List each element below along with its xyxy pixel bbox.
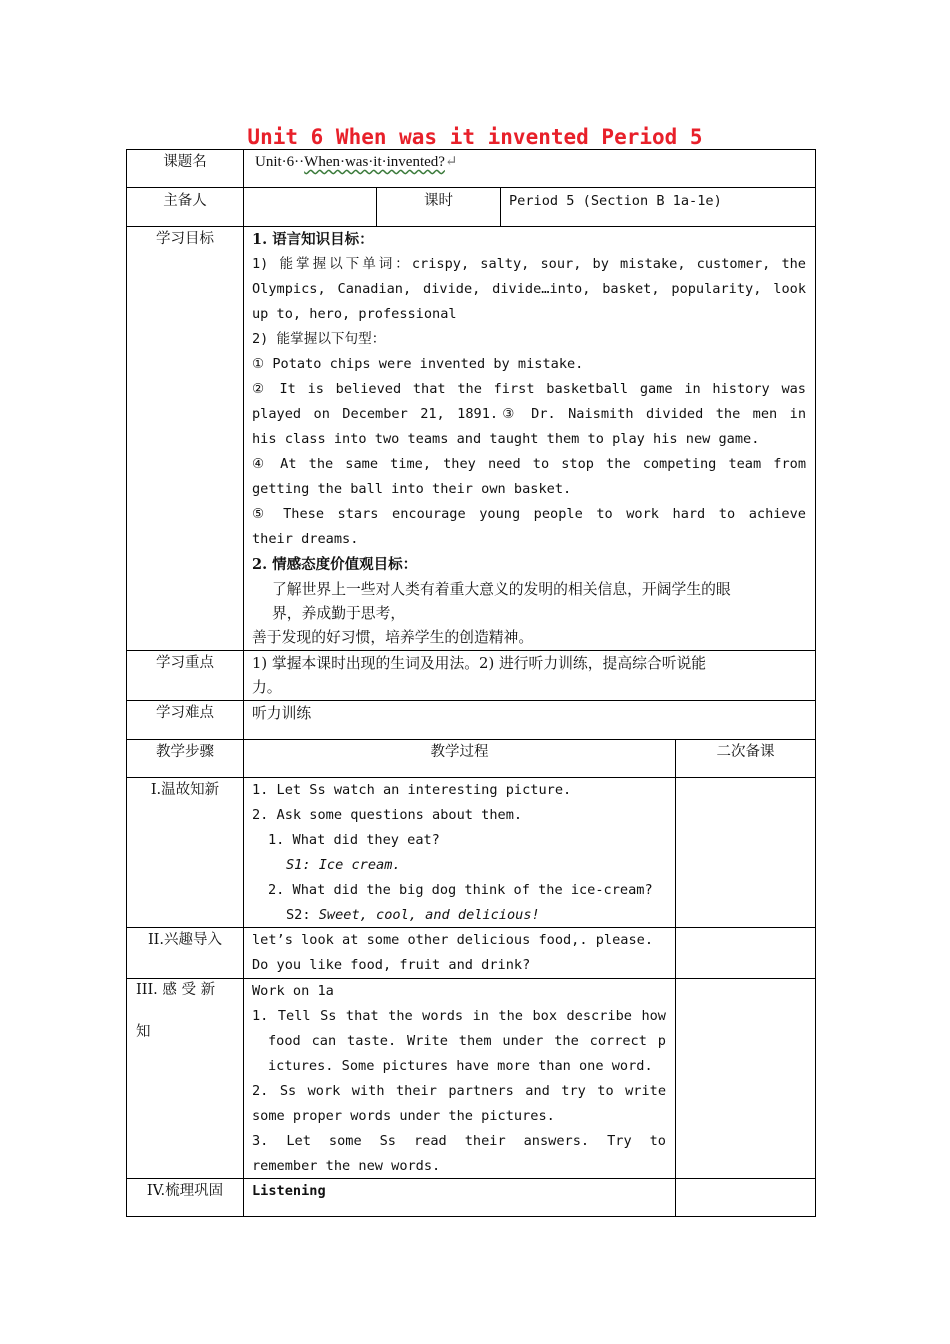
- objectives-heading-1: 1. 语言知识目标：: [252, 231, 374, 248]
- table-rule: [500, 187, 501, 227]
- period-value: Period 5 (Section B 1a-1e): [509, 193, 722, 209]
- step1-line: S1: Ice cream.: [286, 857, 401, 873]
- speaker-label: S2:: [286, 907, 319, 923]
- difficulty-value: 听力训练: [252, 705, 312, 722]
- objectives-line: 了解世界上一些对人类有着重大意义的发明的相关信息，开阔学生的眼: [272, 581, 731, 598]
- objectives-label: 学习目标: [156, 231, 214, 247]
- objectives-heading-2: 2. 情感态度价值观目标：: [252, 556, 418, 573]
- steps-label: 教学步骤: [156, 744, 214, 760]
- table-rule: [126, 187, 816, 188]
- topic-value-prefix: Unit·6··: [255, 154, 305, 170]
- objectives-line: ② It is believed that the first basketball game in history was: [252, 381, 806, 397]
- step1-line: 1. Let Ss watch an interesting picture.: [252, 782, 572, 798]
- objectives-line: up to, hero, professional: [252, 306, 457, 322]
- objectives-line: 1) 能掌握以下单词：crispy, salty, sour, by mistake, customer, the: [252, 256, 806, 272]
- objectives-line: his class into two teams and taught them to play his new game.: [252, 431, 760, 447]
- table-rule: [126, 149, 127, 1217]
- step1-line: [286, 903, 540, 928]
- document-title: Unit 6 When was it invented Period 5: [247, 125, 703, 149]
- table-rule: [126, 978, 816, 979]
- period-label: 课时: [424, 193, 453, 209]
- paragraph-mark: ↵: [444, 154, 458, 170]
- step2-label: II.兴趣导入: [147, 932, 223, 948]
- key-points-line: 1) 掌握本课时出现的生词及用法。2) 进行听力训练，提高综合听说能: [252, 655, 707, 672]
- topic-label: 课题名: [163, 154, 207, 170]
- step4-line: Listening: [252, 1183, 326, 1199]
- objectives-line: 2) 能掌握以下句型：: [252, 331, 386, 347]
- objectives-line: Olympics, Canadian, divide, divide…into, basket, popularity, look: [252, 281, 806, 297]
- topic-value-main: When·was·it·invented?: [304, 154, 445, 170]
- step3-line: remember the new words.: [252, 1158, 441, 1174]
- step1-line: 2. What did the big dog think of the ice-cream?: [268, 882, 653, 898]
- step1-line: 1. What did they eat?: [268, 832, 440, 848]
- objectives-line: ④ At the same time, they need to stop the competing team from: [252, 456, 806, 472]
- step3-line: 3. Let some Ss read their answers. Try to: [252, 1133, 666, 1149]
- step2-line: Do you like food, fruit and drink?: [252, 957, 531, 973]
- objectives-line: played on December 21, 1891.③ Dr. Naismith divided the men in: [252, 406, 806, 422]
- objectives-line: ① Potato chips were invented by mistake.: [252, 356, 584, 372]
- step1-line: 2. Ask some questions about them.: [252, 807, 523, 823]
- objectives-line: 界，养成勤于思考，: [272, 605, 406, 622]
- difficulty-label: 学习难点: [156, 705, 214, 721]
- table-rule: [243, 149, 244, 1217]
- step3-line: food can taste. Write them under the correct p: [268, 1033, 666, 1049]
- objectives-line: 善于发现的好习惯，培养学生的创造精神。: [252, 629, 534, 646]
- step3-line: 1. Tell Ss that the words in the box describe how: [252, 1008, 666, 1024]
- key-points-line: 力。: [252, 679, 282, 696]
- step3-line: ictures. Some pictures have more than one word.: [268, 1058, 653, 1074]
- table-rule: [675, 739, 676, 1217]
- objectives-line: their dreams.: [252, 531, 359, 547]
- table-rule: [126, 1216, 816, 1217]
- answer-text: Sweet, cool, and delicious!: [318, 907, 540, 923]
- table-rule: [815, 149, 816, 1217]
- topic-value: [255, 150, 458, 175]
- step3-line: some proper words under the pictures.: [252, 1108, 555, 1124]
- step3-label: III. 感 受 新: [136, 982, 216, 998]
- step2-line: let’s look at some other delicious food,. please.: [252, 932, 654, 948]
- step3-label: 知: [136, 1024, 151, 1040]
- step4-label: IV.梳理巩固: [146, 1183, 224, 1199]
- step3-line: 2. Ss work with their partners and try to write: [252, 1083, 666, 1099]
- preparer-label: 主备人: [163, 193, 207, 209]
- objectives-line: ⑤ These stars encourage young people to work hard to achieve: [252, 506, 806, 522]
- step3-line: Work on 1a: [252, 983, 334, 999]
- process-header: 教学过程: [430, 744, 489, 760]
- step1-label: I.温故知新: [150, 782, 220, 798]
- notes-header: 二次备课: [716, 744, 775, 760]
- key-points-label: 学习重点: [156, 655, 214, 671]
- objectives-line: getting the ball into their own basket.: [252, 481, 572, 497]
